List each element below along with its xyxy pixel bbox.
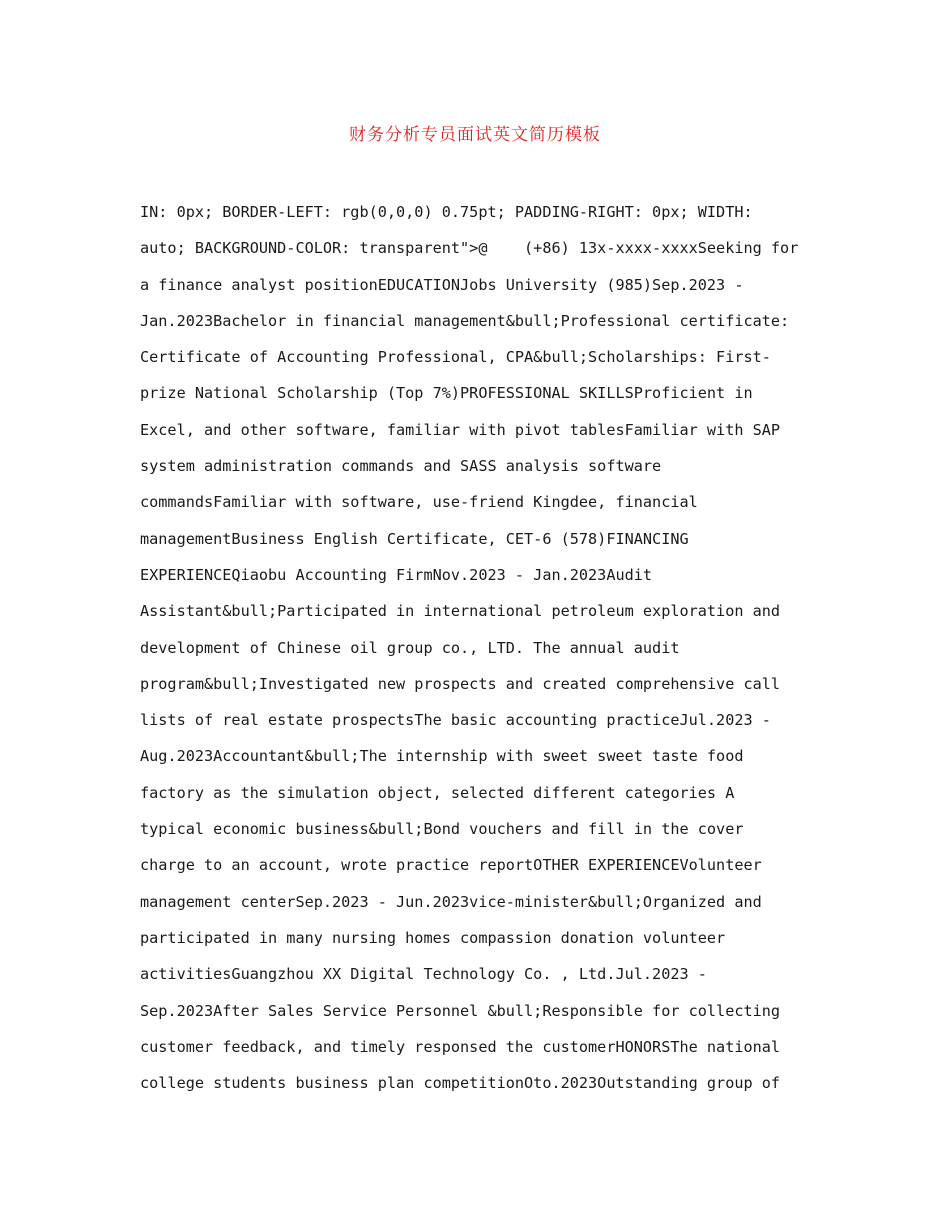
body-line-23: Sep.2023After Sales Service Personnel &bull;Responsible for collecting	[140, 1001, 781, 1020]
body-line-24: customer feedback, and timely responsed the customerHONORSThe national	[140, 1037, 781, 1056]
body-line-5: Certificate of Accounting Professional, CPA&bull;Scholarships: First-	[140, 348, 771, 367]
body-line-12: Assistant&bull;Participated in international petroleum exploration and	[140, 602, 781, 621]
body-line-9: commandsFamiliar with software, use-friend Kingdee, financial	[140, 493, 698, 512]
body-line-11: EXPERIENCEQiaobu Accounting FirmNov.2023 - Jan.2023Audit	[140, 565, 653, 584]
body-line-8: system administration commands and SASS analysis software	[140, 457, 662, 476]
body-line-18: typical economic business&bull;Bond vouchers and fill in the cover	[140, 820, 744, 839]
body-line-7: Excel, and other software, familiar with pivot tablesFamiliar with SAP	[140, 420, 781, 439]
body-line-4: Jan.2023Bachelor in financial management&bull;Professional certificate:	[140, 311, 790, 330]
body-line-14: program&bull;Investigated new prospects and created comprehensive call	[140, 674, 781, 693]
body-line-16: Aug.2023Accountant&bull;The internship with sweet sweet taste food	[140, 747, 744, 766]
body-line-22: activitiesGuangzhou XX Digital Technology Co. , Ltd.Jul.2023 -	[140, 965, 707, 984]
body-line-15: lists of real estate prospectsThe basic accounting practiceJul.2023 -	[140, 711, 771, 730]
body-line-3: a finance analyst positionEDUCATIONJobs University (985)Sep.2023 -	[140, 275, 744, 294]
body-line-21: participated in many nursing homes compassion donation volunteer	[140, 928, 726, 947]
body-line-17: factory as the simulation object, selected different categories A	[140, 783, 735, 802]
body-line-25: college students business plan competitionOto.2023Outstanding group of	[140, 1074, 781, 1093]
body-line-19: charge to an account, wrote practice reportOTHER EXPERIENCEVolunteer	[140, 856, 762, 875]
body-line-1: IN: 0px; BORDER-LEFT: rgb(0,0,0) 0.75pt; PADDING-RIGHT: 0px; WIDTH:	[140, 203, 753, 221]
document-title: 财务分析专员面试英文简历模板	[349, 125, 601, 145]
body-line-13: development of Chinese oil group co., LTD. The annual audit	[140, 638, 680, 657]
body-line-20: management centerSep.2023 - Jun.2023vice-minister&bull;Organized and	[140, 892, 762, 911]
resume-body-text	[140, 194, 830, 1101]
body-line-2: auto; BACKGROUND-COLOR: transparent">@ (+86) 13x-xxxx-xxxxSeeking for	[140, 239, 799, 258]
body-line-10: managementBusiness English Certificate, CET-6 (578)FINANCING	[140, 529, 689, 548]
body-line-6: prize National Scholarship (Top 7%)PROFESSIONAL SKILLSProficient in	[140, 384, 753, 403]
